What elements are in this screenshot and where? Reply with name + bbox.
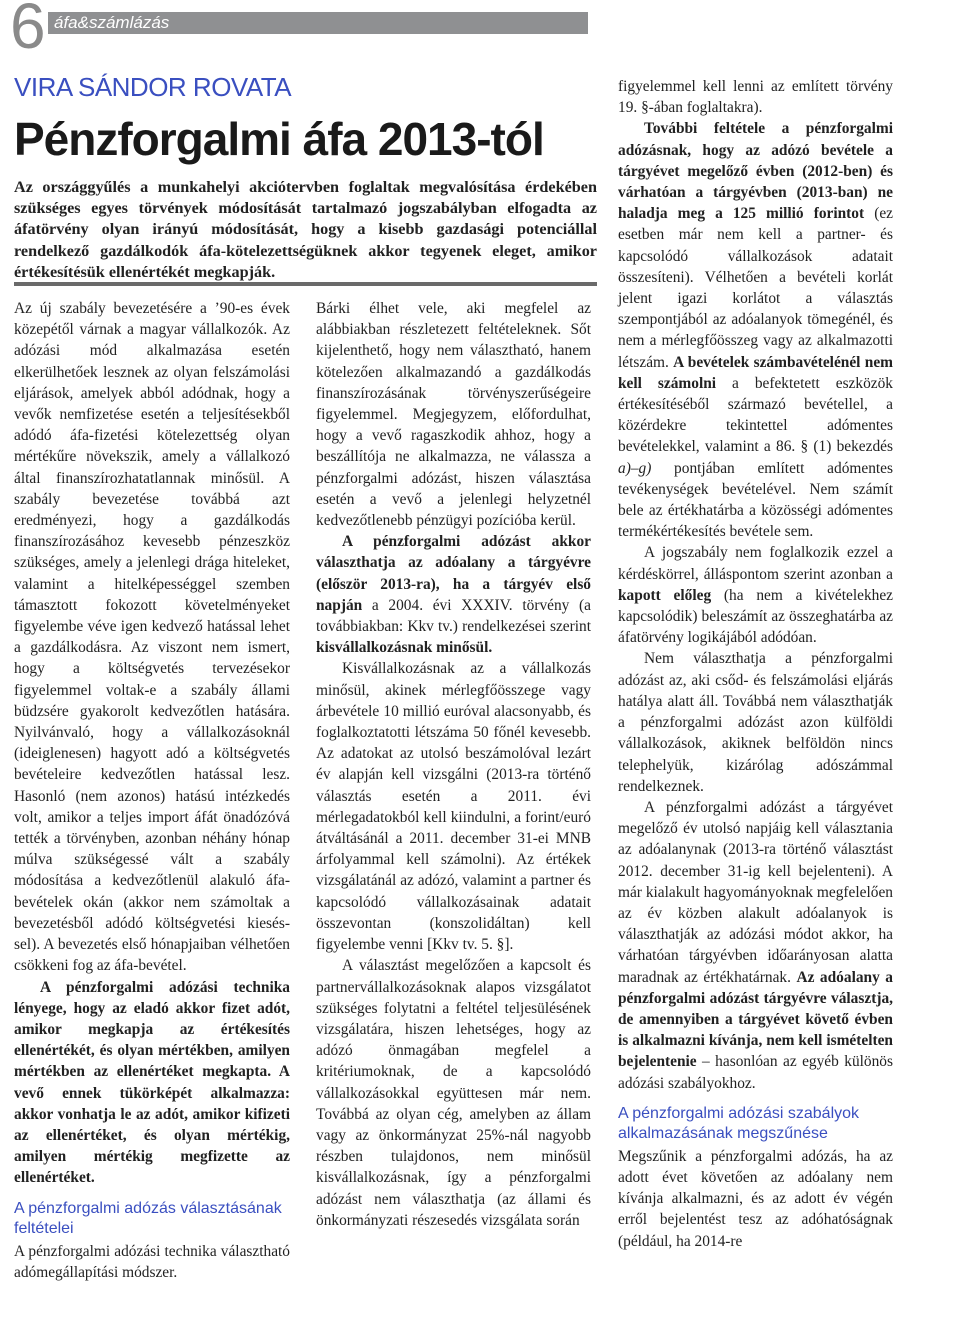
- text-column-1: [14, 298, 290, 1283]
- subheading: A pénzforgalmi adózási szabályok alkalmazásának megszűnése: [618, 1104, 860, 1142]
- section-label: áfa&számlázás: [54, 13, 170, 32]
- section-header: [48, 12, 588, 34]
- paragraph: Bárki élhet vele, aki megfelel az alábbiakban részletezett feltételeknek. Sőt kijelenthető, hogy nem választható, hanem kötelezően alkalmazandó a gazdálkodás finanszírozásának törvényszerűségeire figyelemmel. Megjegyzem, előfordulhat, hogy a vevő ragaszkodik ahhoz, hogy a beszállítója ne alkalmazza, ne válassza a pénzforgalmi adózást, hiszen választása esetén a vevő a jelenlegi helyzetnél kedvezőtlenebb pénzügyi pozícióba kerül.: [316, 300, 591, 530]
- paragraph: A pénzforgalmi adózást akkor választhatja az adóalany a tárgyévre (először 2013-ra), ha a tárgyév első napján a 2004. évi XXXIV. törvény (a továbbiakban: Kkv tv.) rendelkezései szerint kisvállalkozásnak minősül.: [316, 533, 591, 657]
- paragraph: A választást megelőzően a kapcsolt és partnervállalkozásoknak alapos vizsgálatot szükséges folytatni a feltétel teljesülésének vizsgálatára, hiszen lehetséges, hogy az adózó önmagában megfelel a kritériumoknak, de a kapcsolódó vállalkozásokkal együttesen már nem. Továbbá az olyan cég, amelyben az állam vagy az önkormányzat 25%-nál nagyobb részben tulajdonos, nem minősül kisvállalkozásnak, így a pénzforgalmi adózást nem választhatja (az állami és önkormányzati részesedés vizsgálata során: [316, 957, 591, 1229]
- paragraph: A pénzforgalmi adózást a tárgyévet megelőző év utolsó napjáig kell választania az adóalanynak (2013-ra történő választást 2012. december 31-ig kell bejelenteni). A már kialakult hagyományoknak megfelelően az év közben alakult adóalanyok is választhatják az adózási módot akkor, ha várhatóan tárgyévben időarányosan alatta maradnak az értékhatárnak. Az adóalany a pénzforgalmi adózást tárgyévre választja, de amennyiben a tárgyévet követő évben is alkalmazni kívánja, nem kell ismételten bejelentenie – hasonlóan az egyéb különös adózási szabályokhoz.: [618, 798, 894, 1092]
- column-label: VIRA SÁNDOR ROVATA: [14, 72, 292, 102]
- paragraph: Az új szabály bevezetésére a ’90-es évek közepétől várnak a magyar vállalkozók. Az adózási mód alkalmazása esetén elkerülhetőek lesznek az olyan felszámolási eljárások, amelyek abból adódnak, hogy a vevők nemfizetése esetén a teljesítésekből adódó áfa-fizetési kötelezettség olyan mértékűre növekszik, amely a vállalkozó által finanszírozhatatlannak minősül. A szabály bevezetése továbbá azt eredményezi, hogy a gazdálkodás finanszírozásához kevesebb pénzeszköz szükséges, amely a jelenlegi drága hiteleket, valamint a hitelképességgel szemben támasztott fokozott követelményeket figyelembe véve igen kedvező hatással lehet a gazdálkodásra. Az viszont nem ismert, hogy a költségvetés tervezésekor figyelemmel voltak-e a szabály állami büdzsére gyakorolt kedvezőtlen hatására. Nyilvánvaló, hogy a vállalkozásoknál (ideiglenesen) hagyott adó a költségvetés bevételeire kedvezőtlen hatással lesz. Hasonló (nem azonos) hatású intézkedés volt, amikor a teljes import áfát önadózóvá tették a törvényben, azonban néhány hónap múlva szükségessé vált a szabály módosítása a kedvezőtlenül alakuló áfa-bevételek okán (akkor nem számoltak a bevezetésből adódó költségvetési kiesés-sel). A bevezetés első hónapjaiban vélhetően csökkeni fog az áfa-bevétel.: [14, 300, 290, 975]
- paragraph: A pénzforgalmi adózási technika választható adómegállapítási módszer.: [14, 1242, 290, 1281]
- text-column-3: [618, 76, 893, 1252]
- page-number: 6: [10, 0, 46, 62]
- article-title: Pénzforgalmi áfa 2013-tól: [14, 113, 544, 165]
- subheading: A pénzforgalmi adózás választásának feltételei: [14, 1199, 282, 1237]
- text-column-2: [316, 298, 591, 1231]
- paragraph: Kisvállalkozásnak az a vállalkozás minősül, akinek mérlegfőösszege vagy árbevétele 10 millió euróval alacsonyabb, és foglalkoztatotti létszáma 50 főnél kevesebb. Az adatokat az utolsó beszámolóval lezárt év alapján kell vizsgálni (2013-ra történő választás esetén a 2011. évi mérlegadatokból kell kiindulni, a forint/euró átváltásánál a 2011. december 31-ei MNB árfolyammal kell számolni). Az értékek vizsgálatánál az adózó, valamint a partner és kapcsolódó vállalkozásainak adatait összevontan (konszolidáltan) kell figyelembe venni [Kkv tv. 5. §].: [316, 660, 591, 954]
- paragraph: Nem választhatja a pénzforgalmi adózást az, aki csőd- és felszámolási eljárás hatálya alatt áll. Továbbá nem választhatják a pénzforgalmi adózást azon külföldi vállalkozások, akiknek belföldön nincs telephelyük, kizárólag adószámmal rendelkeznek.: [618, 650, 893, 795]
- article-lead: Az országgyűlés a munkahelyi akciótervben foglaltak megvalósítása érdekében szükséges egyes törvények módosítását tartalmazó jogszabályban elfogadta az áfatörvény olyan irányú módosítását, hogy a kisebb gazdasági potenciállal rendelkező gazdálkodók áfa-kötelezettségüknek akkor tegyenek eleget, amikor értékesítésük ellenértékét megkapják.: [14, 178, 597, 281]
- paragraph: A jogszabály nem foglalkozik ezzel a kérdéskörrel, álláspontom szerint azonban a kapott előleg (ha nem a kivételekhez kapcsolódik) beleszámít az összeghatárba az áfatörvény logikájából adódóan.: [618, 544, 894, 647]
- paragraph: figyelemmel kell lenni az említett törvény 19. §-ában foglaltakra).: [618, 78, 893, 117]
- divider-rule: [14, 282, 597, 286]
- paragraph-bold: A pénzforgalmi adózási technika lényege, hogy az eladó akkor fizet adót, amikor megkapja az értékesítés ellenértékét, és olyan mértékben, amilyen mértékben az ellenértéket megkapta. A vevő ennek tükörképét alkalmazza: akkor vonhatja le az adót, amikor kifizeti az ellenértéket, és olyan mértékig, amilyen mértékig megfizette az ellenértéket.: [14, 978, 290, 1187]
- paragraph: További feltétele a pénzforgalmi adózásnak, hogy az adózó bevétele a tárgyévet megelőző évben (2012-ben) és várhatóan a tárgyévben (2013-ban) ne haladja meg a 125 millió forintot (ez esetben már nem kell a partner- és kapcsolódó vállalkozások adatait összesíteni). Vélhetően a bevételi korlát jelent igazi korlátot a választás szempontjából az adóalanyok tömegénél, és nem a mérlegfőösszeg vagy az alkalmazotti létszám. A bevételek számbavételénél nem kell számolni a befektetett eszközök értékesítéséből származó bevétellel, a közérdekre tekintettel adómentes bevételekkel, valamint a 86. § (1) bekezdés a)–g) pontjában említett adómentes tevékenységek bevételével. Nem számít bele az értékhatárba a közösségi adómentes termékértékesítés bevétele sem.: [618, 120, 893, 541]
- paragraph: Megszűnik a pénzforgalmi adózás, ha az adott évet követően az adóalany nem kívánja alkalmazni, és az adott év végén erről bejelentést tesz az adóhatóságnak (például, ha 2014-re: [618, 1147, 893, 1250]
